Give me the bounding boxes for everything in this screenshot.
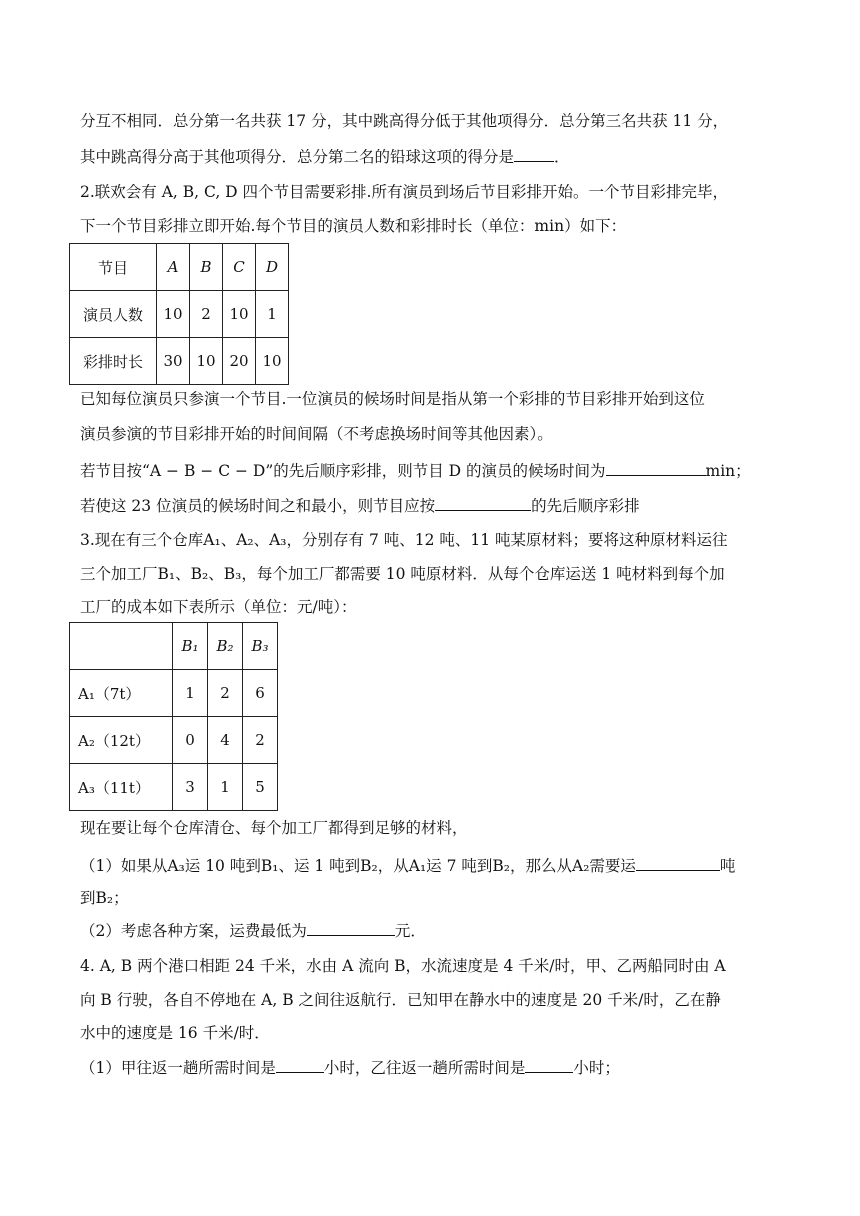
table-cell: 20 — [223, 338, 256, 385]
table-cell: 0 — [173, 717, 208, 764]
table-header-cell: C — [223, 244, 256, 291]
table-cell: 30 — [157, 338, 190, 385]
answer-blank[interactable] — [435, 495, 531, 511]
text-line: 三个加工厂B₁、B₂、B₃，每个加工厂都需要 10 吨原材料．从每个仓库运送 1 吨材料到每个加 — [80, 565, 725, 583]
text-line: 已知每位演员只参演一个节目.一位演员的候场时间是指从第一个彩排的节目彩排开始到这位 — [80, 390, 705, 408]
text-line: 工厂的成本如下表所示（单位：元/吨）： — [80, 598, 357, 616]
table-header-cell: D — [256, 244, 289, 291]
table-cell: 10 — [223, 291, 256, 338]
table-cell: 6 — [243, 670, 278, 717]
table-header-cell — [70, 623, 173, 670]
table-header-cell: B — [190, 244, 223, 291]
table-row — [70, 670, 278, 717]
text-line: 到B₂； — [80, 889, 129, 907]
table-cell: 4 — [208, 717, 243, 764]
table-cell: 1 — [173, 670, 208, 717]
table-cell: 1 — [208, 764, 243, 811]
table-cell: A₁（7t） — [70, 670, 173, 717]
text-line: 其中跳高得分高于其他项得分．总分第二名的铅球这项的得分是 ． — [80, 148, 570, 166]
question-2-text: 2.联欢会有 A, B, C, D 四个节目需要彩排.所有演员到场后节目彩排开始。一个节目彩排完毕， — [80, 183, 728, 201]
table-header-cell: B₃ — [243, 623, 278, 670]
table-row — [70, 338, 289, 385]
table-header-cell: B₂ — [208, 623, 243, 670]
table-cell: A₃（11t） — [70, 764, 173, 811]
text-line: 演员参演的节目彩排开始的时间间隔（不考虑换场时间等其他因素）。 — [80, 425, 553, 443]
table-row — [70, 717, 278, 764]
answer-blank[interactable] — [307, 920, 395, 936]
table-cell: 2 — [208, 670, 243, 717]
table-row — [70, 291, 289, 338]
text-line: 水中的速度是 16 千米/时． — [80, 1024, 270, 1042]
table-cell: A₂（12t） — [70, 717, 173, 764]
text-line: 分互不相同．总分第一名共获 17 分，其中跳高得分低于其他项得分．总分第三名共获 11 分， — [80, 112, 729, 130]
table-header-cell: A — [157, 244, 190, 291]
text-line: （1）甲往返一趟所需时间是 小时，乙往返一趟所需时间是 小时； — [80, 1059, 620, 1077]
rehearsal-table — [69, 243, 289, 385]
answer-blank[interactable] — [525, 1057, 573, 1073]
text-line: （1）如果从A₃运 10 吨到B₁、运 1 吨到B₂，从A₁运 7 吨到B₂，那么从A₂需要运 吨 — [80, 857, 736, 875]
table-cell: 10 — [256, 338, 289, 385]
table-row — [70, 244, 289, 291]
table-row — [70, 764, 278, 811]
text-line: 若使这 23 位演员的候场时间之和最小，则节目应按 的先后顺序彩排 — [80, 497, 640, 515]
answer-blank[interactable] — [514, 146, 554, 162]
text-line: 若节目按“A − B − C − D”的先后顺序彩排，则节目 D 的演员的候场时间为 min； — [80, 462, 751, 480]
question-4-text: 4. A, B 两个港口相距 24 千米，水由 A 流向 B，水流速度是 4 千米/时，甲、乙两船同时由 A — [80, 957, 726, 975]
table-cell: 1 — [256, 291, 289, 338]
answer-blank[interactable] — [276, 1057, 324, 1073]
table-cell: 3 — [173, 764, 208, 811]
table-header-cell: B₁ — [173, 623, 208, 670]
table-cell: 2 — [190, 291, 223, 338]
text-line: （2）考虑各种方案，运费最低为 元． — [80, 922, 426, 940]
table-header-cell: 节目 — [70, 244, 157, 291]
text-line: 向 B 行驶，各自不停地在 A, B 之间往返航行．已知甲在静水中的速度是 20 千米/时，乙在静 — [80, 991, 721, 1009]
answer-blank[interactable] — [606, 460, 706, 476]
table-cell: 2 — [243, 717, 278, 764]
answer-blank[interactable] — [636, 855, 720, 871]
table-cell: 10 — [190, 338, 223, 385]
table-cell: 5 — [243, 764, 278, 811]
question-3-text: 3.现在有三个仓库A₁、A₂、A₃，分别存有 7 吨、12 吨、11 吨某原材料；要将这种原材料运往 — [80, 531, 728, 549]
text-line: 现在要让每个仓库清仓、每个加工厂都得到足够的材料， — [80, 819, 468, 837]
cost-table — [69, 622, 278, 811]
table-row — [70, 623, 278, 670]
table-cell: 彩排时长 — [70, 338, 157, 385]
table-cell: 演员人数 — [70, 291, 157, 338]
table-cell: 10 — [157, 291, 190, 338]
text-line: 下一个节目彩排立即开始.每个节目的演员人数和彩排时长（单位：min）如下： — [80, 217, 627, 235]
